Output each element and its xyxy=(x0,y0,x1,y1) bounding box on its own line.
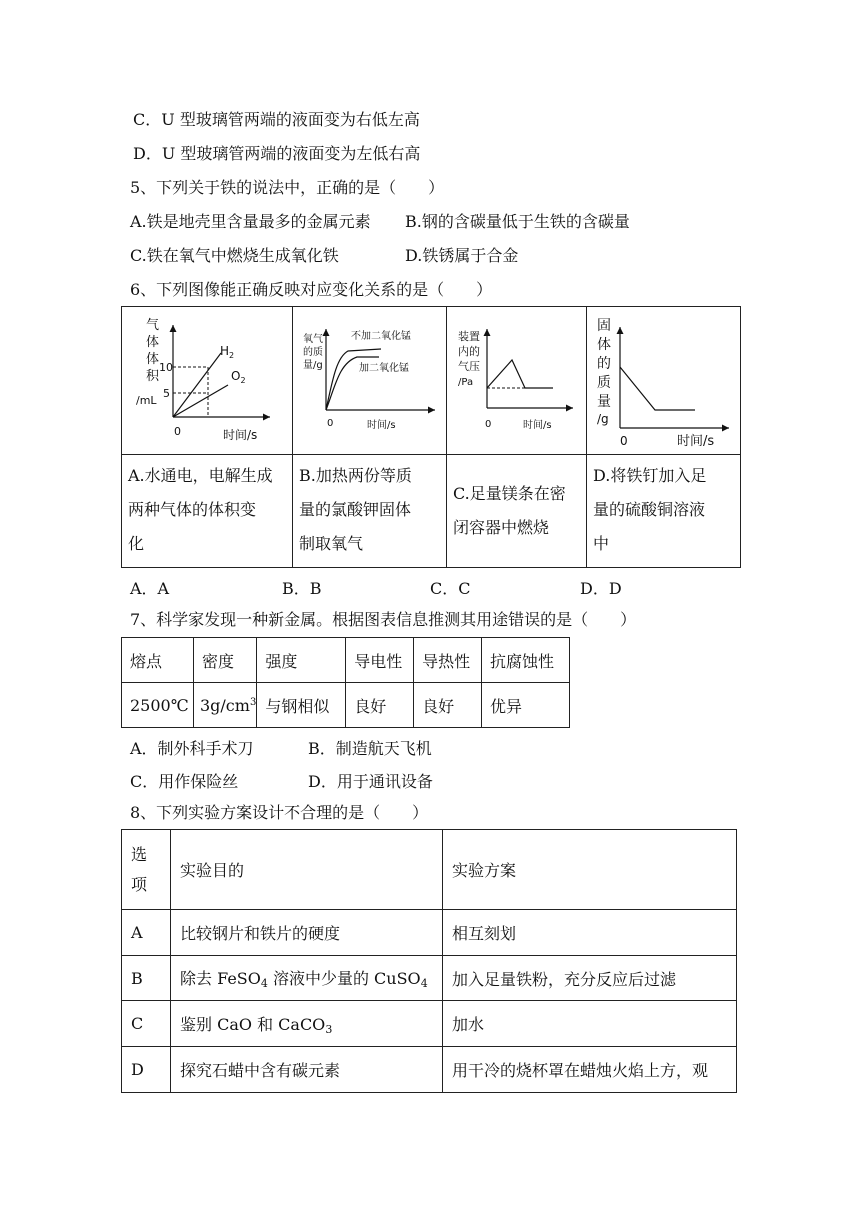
q6-desc-c xyxy=(447,455,587,568)
graph-d-xlabel: 时间/s xyxy=(677,434,715,449)
graph-a-xlabel: 时间/s xyxy=(223,428,258,442)
q8-table xyxy=(121,829,737,1093)
q6-graph-a xyxy=(122,307,292,454)
q7-table xyxy=(121,637,570,728)
q6-desc-c-line2: 闭容器中燃烧 xyxy=(453,518,550,537)
q6-desc-d-line3: 中 xyxy=(593,534,610,553)
q6-option-d: D．D xyxy=(580,579,622,598)
q5-option-c: C.铁在氧气中燃烧生成氧化铁 xyxy=(130,246,339,265)
q8-row-a-option: A xyxy=(122,910,171,956)
q8-row-d-purpose: 探究石蜡中含有碳元素 xyxy=(171,1047,443,1093)
graph-a-tick-10: 10 xyxy=(159,361,173,374)
graph-d-ylabel-4: 质 xyxy=(597,375,611,391)
q8-row-b-purpose: 除去 FeSO$_4$ 溶液中少量的 CuSO$_4$ xyxy=(171,956,443,1001)
q7-option-d: D．用于通讯设备 xyxy=(308,772,433,791)
q8-row-b-option: B xyxy=(122,956,171,1001)
q8-header-option xyxy=(122,830,171,910)
q6-graph-c-cell xyxy=(447,307,587,455)
q7-value-strength: 与钢相似 xyxy=(257,683,346,728)
graph-b-series-2: 加二氧化锰 xyxy=(359,363,409,374)
q8-header-plan: 实验方案 xyxy=(443,830,737,910)
graph-a-ylabel-5: /mL xyxy=(136,394,157,407)
graph-b-origin: 0 xyxy=(327,418,334,429)
graph-a-ylabel-3: 体 xyxy=(146,352,160,367)
q8-row-b-plan: 加入足量铁粉，充分反应后过滤 xyxy=(443,956,737,1001)
q6-graph-d-cell xyxy=(587,307,741,455)
q8-row-b xyxy=(122,956,737,1001)
graph-b-ylabel-1: 氧气 xyxy=(303,334,323,345)
q8-row-c-option: C xyxy=(122,1001,171,1047)
graph-c-ylabel-3: 气压 xyxy=(458,360,480,373)
graph-a-ylabel-2: 体 xyxy=(146,335,160,350)
q8-row-a xyxy=(122,910,737,956)
graph-a-o2-label: $O_2$ xyxy=(231,369,246,385)
graph-b-xlabel: 时间/s xyxy=(367,420,396,431)
graph-d-ylabel-1: 固 xyxy=(597,318,611,334)
q8-row-a-plan: 相互刻划 xyxy=(443,910,737,956)
q6-graph-c xyxy=(447,307,586,454)
graph-d-origin: 0 xyxy=(620,434,628,448)
graph-a-ylabel-1: 气 xyxy=(146,318,160,333)
q7-option-c: C．用作保险丝 xyxy=(130,772,239,791)
q7-header-melting: 熔点 xyxy=(122,638,194,683)
q8-row-d-plan: 用干冷的烧杯罩在蜡烛火焰上方，观 xyxy=(443,1047,737,1093)
graph-c-ylabel-2: 内的 xyxy=(458,345,480,358)
q8-row-c xyxy=(122,1001,737,1047)
q6-desc-b xyxy=(293,455,447,568)
q8-stem: 8、下列实验方案设计不合理的是（ ） xyxy=(130,803,429,822)
q8-row-c-purpose: 鉴别 CaO 和 CaCO$_3$ xyxy=(171,1001,443,1047)
q8-row-a-purpose: 比较钢片和铁片的硬度 xyxy=(171,910,443,956)
q6-desc-d xyxy=(587,455,741,568)
graph-d-ylabel-6: /g xyxy=(597,412,609,426)
graph-b-ylabel-3: 量/g xyxy=(303,360,323,371)
q6-option-c: C．C xyxy=(430,579,471,598)
q6-desc-d-line2: 量的硫酸铜溶液 xyxy=(593,500,706,519)
q8-header-option-1: 选 xyxy=(131,844,148,864)
q6-option-a: A．A xyxy=(130,579,170,598)
q7-header-strength: 强度 xyxy=(257,638,346,683)
q8-row-c-plan: 加水 xyxy=(443,1001,737,1047)
q6-desc-d-line1: D.将铁钉加入足 xyxy=(593,466,707,485)
graph-c-origin: 0 xyxy=(485,419,492,430)
q5-stem: 5、下列关于铁的说法中，正确的是（ ） xyxy=(130,178,445,197)
q6-option-b: B．B xyxy=(282,579,322,598)
q6-desc-b-line2: 量的氯酸钾固体 xyxy=(299,500,412,519)
graph-c-ylabel-1: 装置 xyxy=(458,330,480,343)
q8-row-d-option: D xyxy=(122,1047,171,1093)
q4-option-c: C．U 型玻璃管两端的液面变为右低左高 xyxy=(133,110,420,129)
q7-header-conductivity: 导电性 xyxy=(346,638,414,683)
q8-header-option-2: 项 xyxy=(131,874,148,894)
graph-d-ylabel-3: 的 xyxy=(597,356,611,372)
q6-graph-b-cell xyxy=(293,307,447,455)
q5-option-b: B.钢的含碳量低于生铁的含碳量 xyxy=(405,212,630,231)
graph-b-series-1: 不加二氧化锰 xyxy=(351,331,411,342)
q6-graph-a-cell xyxy=(122,307,293,455)
q8-header-purpose: 实验目的 xyxy=(171,830,443,910)
q5-option-d: D.铁锈属于合金 xyxy=(405,246,519,265)
graph-c-xlabel: 时间/s xyxy=(523,420,552,431)
q7-value-corrosion: 优异 xyxy=(482,683,570,728)
q7-value-conductivity: 良好 xyxy=(346,683,414,728)
graph-c-ylabel-4: /Pa xyxy=(458,377,474,388)
q6-desc-c-line1: C.足量镁条在密 xyxy=(453,484,566,503)
q6-desc-b-line3: 制取氧气 xyxy=(299,534,364,553)
graph-a-h2-label: $H_2$ xyxy=(220,344,235,360)
q7-option-b: B．制造航天飞机 xyxy=(308,739,432,758)
graph-b-ylabel-2: 的质 xyxy=(303,347,323,358)
q8-row-d xyxy=(122,1047,737,1093)
q5-option-a: A.铁是地壳里含量最多的金属元素 xyxy=(130,212,371,231)
q6-stem: 6、下列图像能正确反映对应变化关系的是（ ） xyxy=(130,280,493,299)
graph-a-ylabel-4: 积 xyxy=(146,369,160,384)
q6-table xyxy=(121,306,741,568)
q7-stem: 7、科学家发现一种新金属。根据图表信息推测其用途错误的是（ ） xyxy=(130,610,637,629)
q6-desc-a-line3: 化 xyxy=(128,534,145,553)
q6-desc-a-line2: 两种气体的体积变 xyxy=(128,500,257,519)
q7-value-thermal: 良好 xyxy=(414,683,482,728)
q7-header-thermal: 导热性 xyxy=(414,638,482,683)
q7-header-density: 密度 xyxy=(193,638,256,683)
graph-a-tick-5: 5 xyxy=(163,387,170,400)
q7-option-a: A．制外科手术刀 xyxy=(130,739,254,758)
q6-desc-b-line1: B.加热两份等质 xyxy=(299,466,412,485)
q7-value-density: $3g/cm^3$ xyxy=(193,683,256,728)
graph-d-ylabel-2: 体 xyxy=(597,337,611,353)
graph-d-ylabel-5: 量 xyxy=(597,394,611,410)
q7-value-melting: 2500℃ xyxy=(122,683,194,728)
q6-graph-b xyxy=(293,307,446,454)
q6-graph-d xyxy=(587,307,740,454)
q7-header-corrosion: 抗腐蚀性 xyxy=(482,638,570,683)
graph-a-origin: 0 xyxy=(174,425,181,438)
q6-desc-a-line1: A.水通电，电解生成 xyxy=(128,466,273,485)
q4-option-d: D．U 型玻璃管两端的液面变为左低右高 xyxy=(133,144,421,163)
q6-desc-a xyxy=(122,455,293,568)
